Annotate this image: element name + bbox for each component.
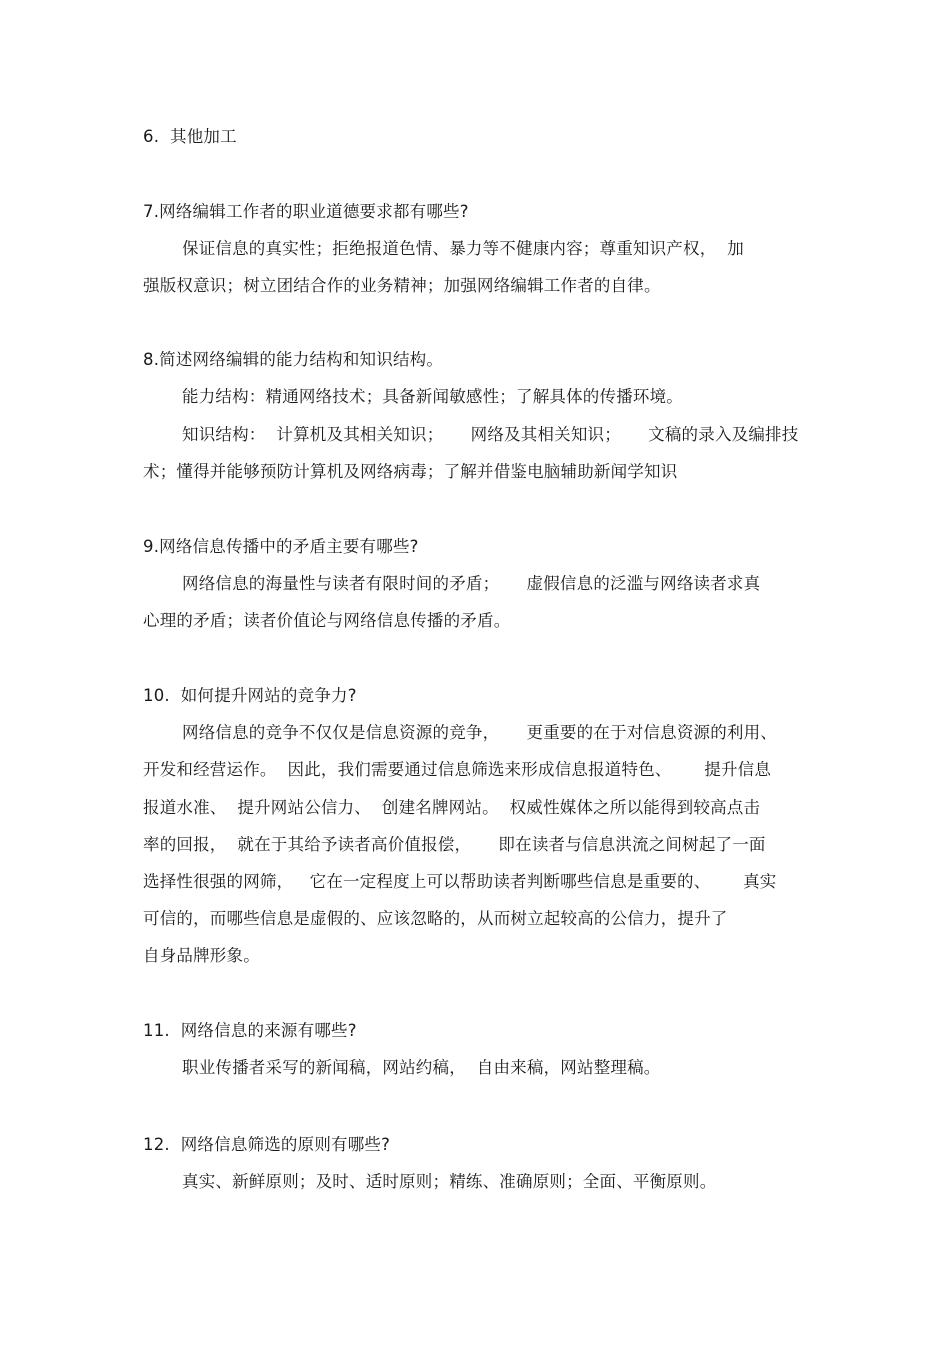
answer-8-line-3: 术；懂得并能够预防计算机及网络病毒；了解并借鉴电脑辅助新闻学知识 (143, 462, 678, 481)
answer-10-line-5: 选择性很强的网筛， 它在一定程度上可以帮助读者判断哪些信息是重要的、 真实 (143, 872, 777, 891)
answer-7-line-2: 强版权意识；树立团结合作的业务精神；加强网络编辑工作者的自律。 (143, 276, 661, 295)
question-10: 10. 如何提升网站的竞争力? (143, 686, 357, 705)
answer-9-line-1: 网络信息的海量性与读者有限时间的矛盾； 虚假信息的泛滥与网络读者求真 (182, 574, 761, 593)
answer-10-line-2: 开发和经营运作。 因此，我们需要通过信息筛选来形成信息报道特色、 提升信息 (143, 760, 772, 779)
answer-7-line-1: 保证信息的真实性；拒绝报道色情、暴力等不健康内容；尊重知识产权， 加 (182, 239, 744, 258)
question-7: 7.网络编辑工作者的职业道德要求都有哪些? (143, 202, 469, 221)
answer-10-line-6: 可信的，而哪些信息是虚假的、应该忽略的，从而树立起较高的公信力，提升了 (143, 909, 728, 928)
answer-8-line-2: 知识结构： 计算机及其相关知识； 网络及其相关知识； 文稿的录入及编排技 (182, 425, 799, 444)
question-8: 8.简述网络编辑的能力结构和知识结构。 (143, 350, 444, 369)
answer-10-line-3: 报道水准、 提升网站公信力、 创建名牌网站。 权威性媒体之所以能得到较高点击 (143, 798, 761, 817)
answer-12-line-1: 真实、新鲜原则；及时、适时原则；精练、准确原则；全面、平衡原则。 (182, 1172, 717, 1191)
question-6: 6. 其他加工 (143, 127, 237, 146)
answer-10-line-7: 自身品牌形象。 (143, 946, 260, 965)
question-9: 9.网络信息传播中的矛盾主要有哪些? (143, 537, 419, 556)
question-11: 11. 网络信息的来源有哪些? (143, 1021, 357, 1040)
answer-10-line-1: 网络信息的竞争不仅仅是信息资源的竞争， 更重要的在于对信息资源的利用、 (182, 723, 778, 742)
question-12: 12. 网络信息筛选的原则有哪些? (143, 1135, 391, 1154)
answer-9-line-2: 心理的矛盾；读者价值论与网络信息传播的矛盾。 (143, 611, 511, 630)
answer-11-line-1: 职业传播者采写的新闻稿，网站约稿， 自由来稿，网站整理稿。 (182, 1058, 661, 1077)
answer-8-line-1: 能力结构：精通网络技术；具备新闻敏感性；了解具体的传播环境。 (182, 387, 683, 406)
answer-10-line-4: 率的回报， 就在于其给予读者高价值报偿， 即在读者与信息洪流之间树起了一面 (143, 835, 766, 854)
